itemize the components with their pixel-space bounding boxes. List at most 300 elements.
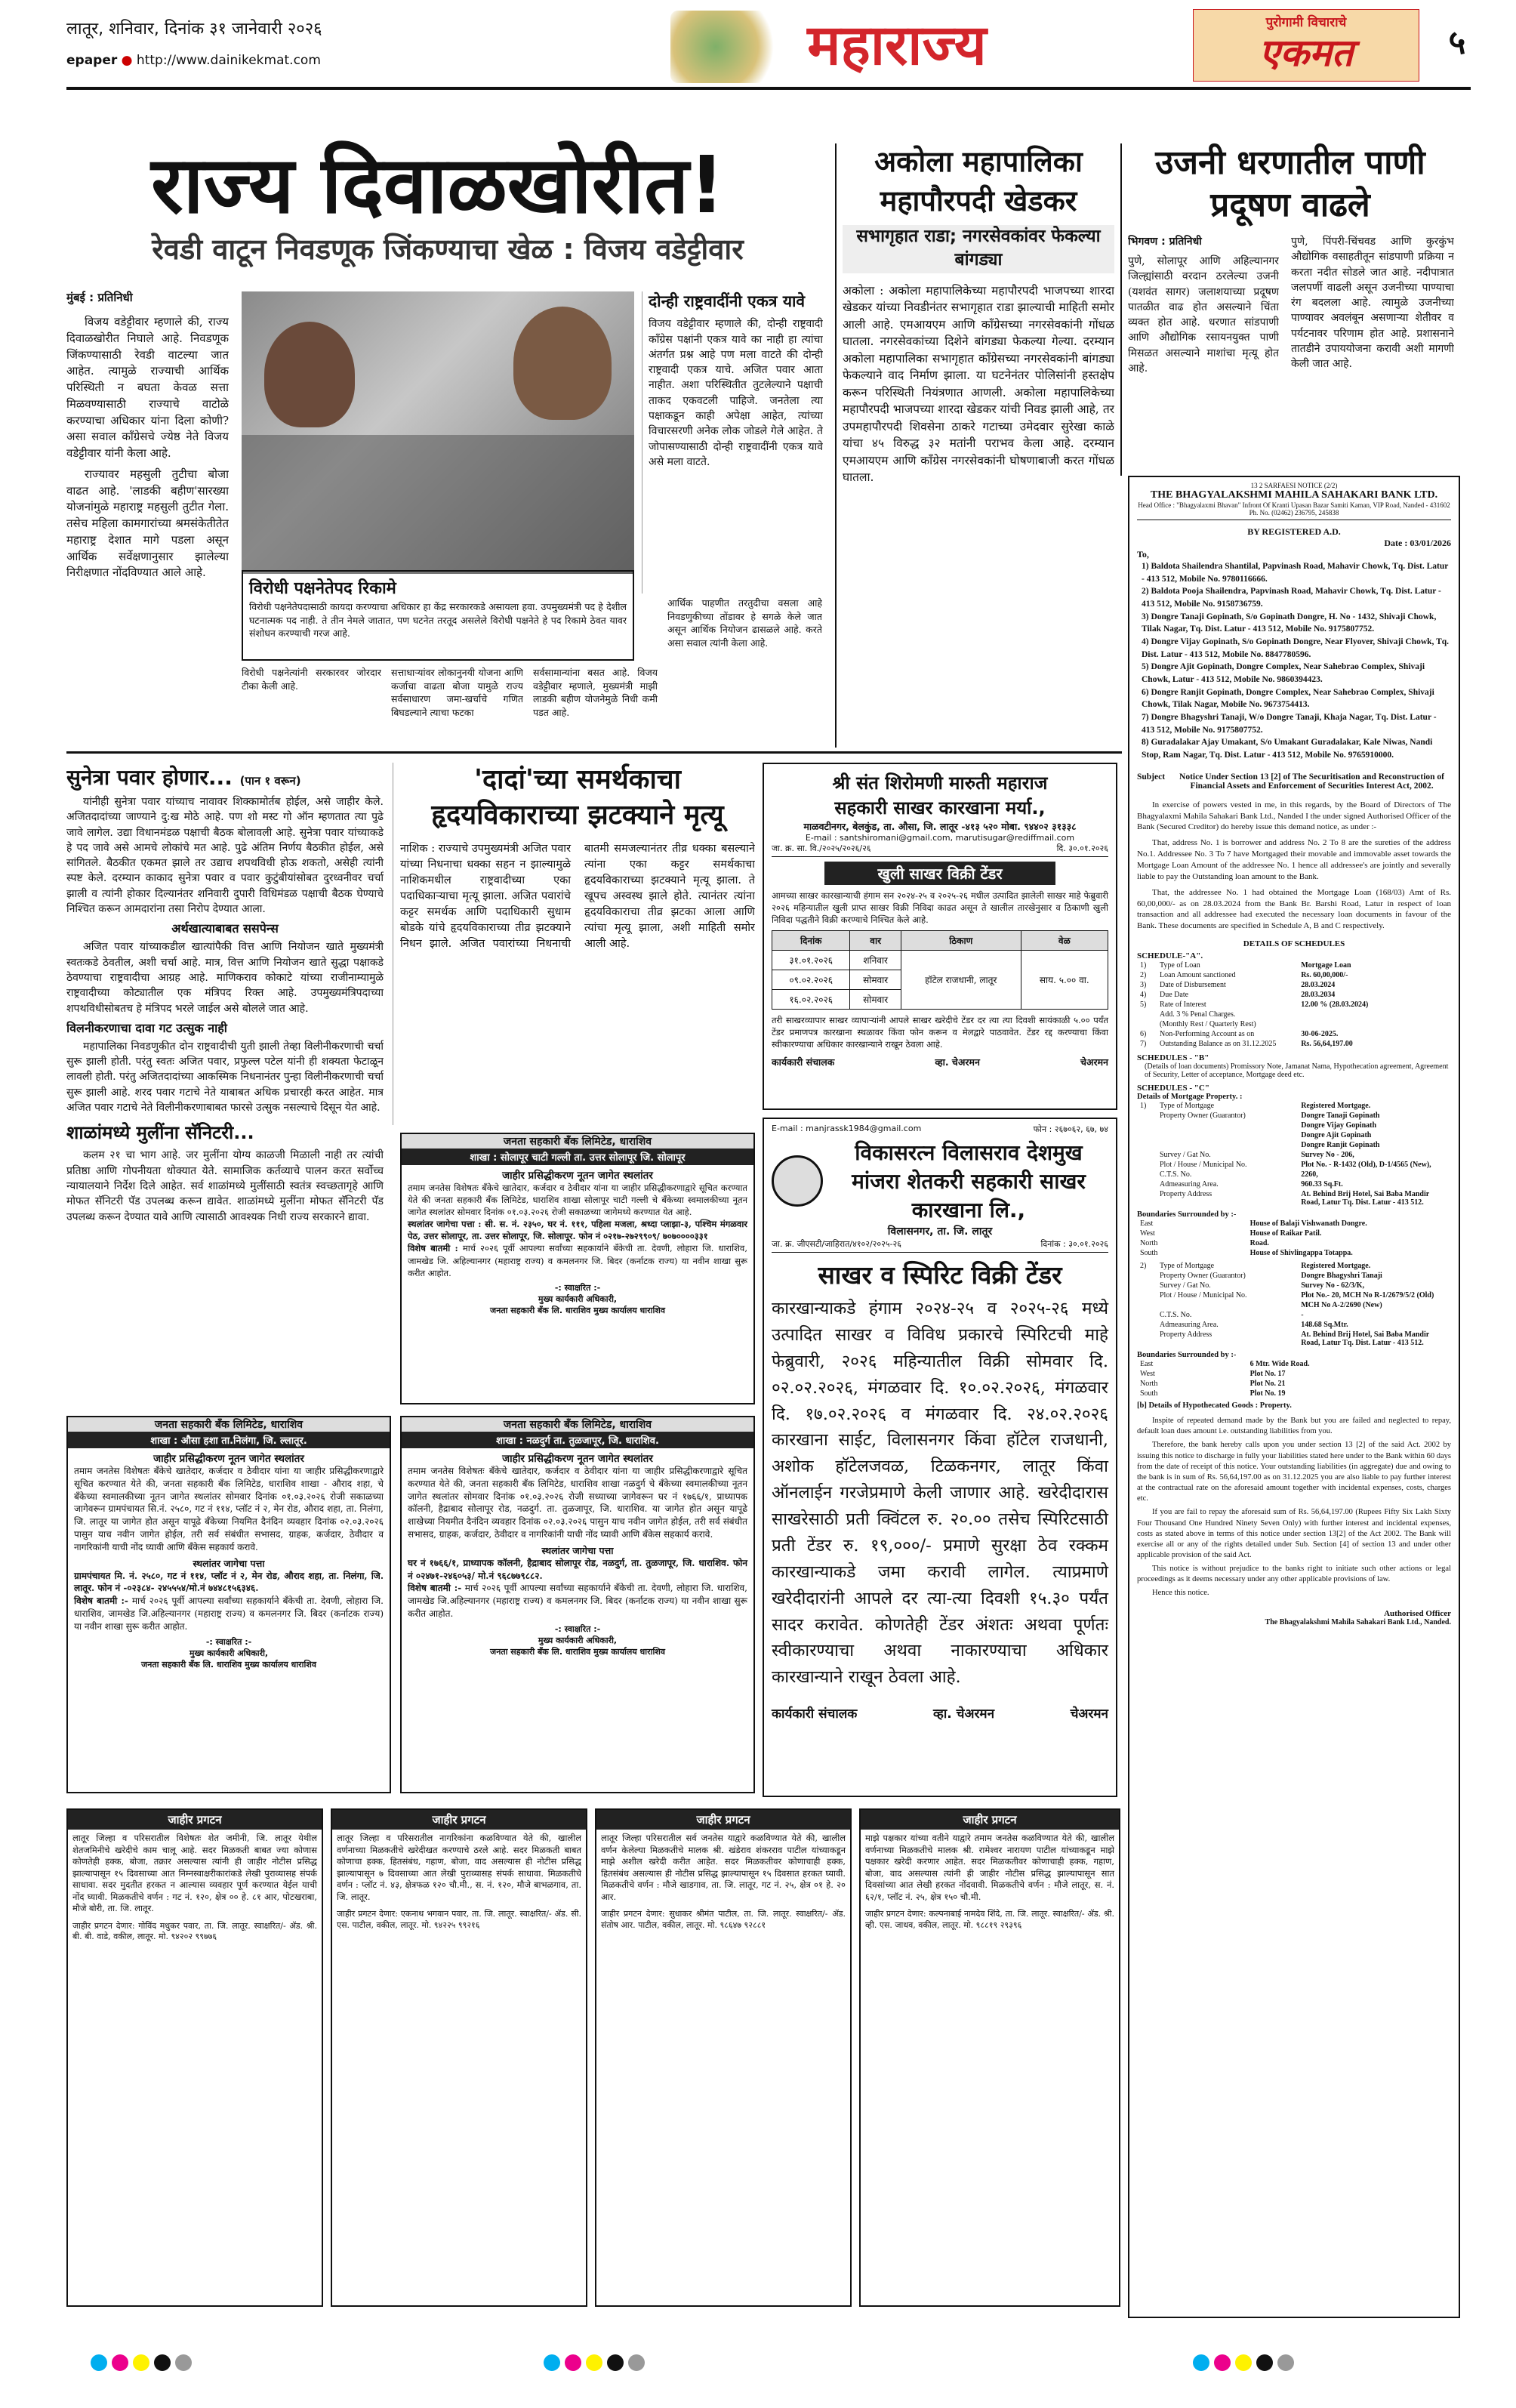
janata-naldurg-branch: शाखा : नळदुर्ग ता. तुळजापूर, जि. धाराशिव. — [402, 1432, 753, 1448]
notice-para5: Therefore, the bank hereby calls upon you under section 13 [2] of the said Act. 2002 by issuing this notice to discharge in fully your liabilities stated here under to the Bank within 60 days from the date of receipt of this notice. Your outstanding liabilities (in aggregate) due and owing to the bank is in sum of Rs. 56,64,197.00 as on 31.12.2025 you are also liable to pay further interest at the contractual rate on the aforesaid amount together with incidental expenses, costs, charges etc. — [1137, 1441, 1451, 1503]
registration-marks-mid — [544, 2354, 770, 2377]
sunetra-sub2: विलनीकरणाचा दावा गट उत्सुक नाही — [66, 1020, 227, 1035]
notice-hence: Hence this notice. — [1152, 1588, 1209, 1597]
property-1-row — [1137, 1111, 1451, 1121]
maruti-table-cell: ०९.०२.२०२६ — [772, 970, 850, 990]
lead-subhead: रेवडी वाटून निवडणूक जिंकण्याचा खेळ : विजय वडेट्टीवार — [152, 233, 744, 266]
hypothecated: [b] Details of Hypothecated Goods : Property. — [1137, 1401, 1292, 1411]
property-2-row-cell: Property Address — [1160, 1330, 1212, 1340]
vikas-signs — [772, 1704, 1108, 1722]
property-1-row-cell: Type of Mortgage — [1160, 1102, 1215, 1111]
brand-tagline: पुरोगामी विचाराचे — [1265, 15, 1347, 30]
maruti-date: दि. ३०.०१.२०२६ — [1056, 843, 1108, 853]
property-1-row-cell: Survey / Gat No. — [1160, 1151, 1211, 1160]
vikas-sign-right: चेअरमन — [1070, 1707, 1108, 1722]
vikas-sign-left: कार्यकारी संचालक — [772, 1707, 858, 1722]
property-1-row-cell — [1137, 1130, 1157, 1140]
addressee-item: 1) Baldota Shailendra Shantilal, Papvinash Road, Mahavir Chowk, Tq. Dist. Latur - 413 512, Mobile No. 9780116666. — [1142, 562, 1449, 584]
property-1-row-cell: Dongre Tanaji Gopinath — [1301, 1112, 1380, 1121]
property-1-row — [1137, 1130, 1451, 1140]
boundaries-2-table — [1137, 1359, 1451, 1398]
boundaries-title-2: Boundaries Surrounded by :- — [1137, 1351, 1237, 1360]
property-1-row — [1137, 1150, 1451, 1160]
schedules-title: DETAILS OF SCHEDULES — [1243, 939, 1345, 949]
sunetra-headline-ref: (पान १ वरून) — [239, 774, 301, 788]
vikas-sign-mid: व्हा. चेअरमन — [932, 1707, 995, 1722]
property-2-row-cell — [1137, 1271, 1157, 1281]
maruti-tender-title: खुली साखर विक्री टेंडर — [824, 862, 1055, 885]
sunetra-headline-row — [66, 763, 384, 791]
property-2-row-cell — [1137, 1330, 1157, 1348]
notice-sign1: Authorised Officer — [1384, 1608, 1451, 1618]
schedule-a-row-cell: 7) — [1140, 1040, 1147, 1049]
notice-topline: 13 2 SARFAESI NOTICE (2/2) — [1250, 482, 1338, 489]
property-2-row-cell: Survey / Gat No. — [1160, 1281, 1211, 1290]
vikas-title — [829, 1138, 1108, 1224]
schedule-b: (Details of loan documents) Promissory Note, Jamanat Nama, Hypothecation agreement, Agreement of Security, Letter of acceptance, Mortgage deed etc. — [1145, 1062, 1449, 1080]
property-2-row — [1137, 1290, 1451, 1300]
janata-solapur-newplace-row — [408, 1218, 747, 1242]
property-1-row-cell: Dongre Ajit Gopinath — [1301, 1131, 1372, 1140]
lead-bottom-col3: सर्वसामान्यांना बसत आहे. विजय वडेट्टीवार म्हणाले, मुख्यमंत्री माझी लाडकी बहीण योजनेमुळे निधी कमी पडत आहे. — [533, 667, 658, 718]
property-1-row-cell: At. Behind Brij Hotel, Sai Baba Mandir Road, Latur Tq. Dist. Latur - 413 512. — [1301, 1190, 1430, 1207]
janata-ausa-sign2: जनता सहकारी बँक लि. धाराशिव मुख्य कार्यालय धाराशिव — [141, 1659, 316, 1670]
boundary-2-row-cell: 6 Mtr. Wide Road. — [1249, 1360, 1310, 1369]
schedule-a-row — [1137, 1010, 1451, 1019]
notice-para1: In exercise of powers vested in me, in this regards, by the Board of Directors of The Bhagyalaxmi Mahila Sahakari Bank Ltd., Nanded I the under signed Authorised Officer of the Bank (Secured Creditor) do hereby issue this demand notice, as under :- — [1137, 800, 1451, 832]
sidebar-ncp — [642, 291, 823, 594]
property-1-row-cell — [1137, 1121, 1157, 1130]
page-number: ५ — [1448, 23, 1466, 62]
boundary-1-row — [1137, 1248, 1451, 1258]
property-1-row — [1137, 1170, 1451, 1179]
property-2-row — [1137, 1261, 1451, 1271]
property-2-row-cell: Type of Mortgage — [1160, 1262, 1215, 1271]
maruti-ref: जा. क्र. सा. वि./२०२५/२०२६/२६ — [772, 843, 871, 853]
maruti-schedule-table — [772, 930, 1108, 1010]
addressee-item: 8) Guradalakar Ajay Umakant, S/o Umakant Guradalakar, Kale Niwas, Nandi Stop, Ram Nagar, Tq. Dist. Latur - 413 512, Mobile No. 9765910000. — [1142, 738, 1433, 760]
property-2-row-cell: Plot No.- 20, MCH No R-1/2679/5/2 (Old) — [1301, 1291, 1434, 1300]
notice-subject-label: Subject — [1137, 772, 1166, 782]
dada-story — [400, 763, 755, 1125]
property-2-row-cell — [1137, 1300, 1157, 1310]
notice-subject: Notice Under Section 13 [2] of The Securitisation and Reconstruction of Financial Assets and Enforcement of Securities Interest Act, 2002. — [1179, 772, 1444, 791]
maruti-sign-left: कार्यकारी संचालक — [772, 1056, 835, 1068]
vikas-date: दिनांक : ३०.०१.२०२६ — [1040, 1239, 1108, 1249]
property-1-row-cell: Property Address — [1160, 1190, 1212, 1199]
dada-headline-1: 'दादां'च्या समर्थकाचा — [474, 764, 681, 795]
property-1-row-cell — [1137, 1160, 1157, 1170]
schedule-a-row-cell: Type of Loan — [1160, 961, 1200, 970]
schedule-a-row-cell: Mortgage Loan — [1301, 961, 1351, 970]
janata-ausa-sign0: -: स्वाक्षरित :- — [205, 1636, 252, 1647]
ujani-headline: उजनी धरणातील पाणी प्रदूषण वाढले — [1155, 143, 1425, 224]
property-1-row-cell — [1137, 1111, 1157, 1121]
registration-marks-right — [1193, 2354, 1419, 2377]
maruti-table-cell: १६.०२.२०२६ — [772, 990, 850, 1010]
maruti-table-cell: ३१.०१.२०२६ — [772, 951, 850, 970]
boundary-2-row — [1137, 1369, 1451, 1379]
section-title: महाराज्य — [807, 13, 987, 78]
boundary-1-row-cell: East — [1140, 1219, 1154, 1229]
schedule-a-row — [1137, 1029, 1451, 1039]
property-1-row-cell: Registered Mortgage. — [1301, 1102, 1371, 1111]
classified-3-text: लातूर जिल्हा परिसरातील सर्व जनतेस याद्वारे कळविण्यात येते की, खालील वर्णन केलेल्या मिळकतीचे मालक श्री. खंडेराव शंकरराव पाटील यांच्याकडून माझे अशील खरेदी करीत आहेत. सदर मिळकतीवर कोणाचाही हक्क, हितसंबंध असल्यास ही नोटीस प्रसिद्ध झाल्यापासून १५ दिवसात हरकत घ्यावी. मिळकतीचे वर्णन : मौजे खाडगाव, ता. जि. लातूर, गट नं. २५, क्षेत्र ०१ हे. २० आर. — [601, 1833, 846, 1902]
dada-headline-2: हृदयविकाराच्या झटक्याने मृत्यू — [431, 799, 724, 831]
property-1-row-cell: Property Owner (Guarantor) — [1160, 1112, 1246, 1121]
property-1-row-cell: Dongre Vijay Gopinath — [1301, 1121, 1377, 1130]
addressee-item: 6) Dongre Ranjit Gopinath, Dongre Complex, Near Sahebrao Complex, Shivaji Chowk, Tilak Nagar, Mobile No. 9673754413. — [1142, 687, 1434, 710]
schedule-a-row-cell: Rate of Interest — [1160, 1001, 1206, 1010]
property-2-row-cell: Dongre Bhagyshri Tanaji — [1301, 1272, 1382, 1281]
addressee-item: 5) Dongre Ajit Gopinath, Dongre Complex, Near Sahebrao Complex, Shivaji Chowk, Latur - 413 512, Mobile No. 9860394423. — [1142, 662, 1425, 685]
schedule-a-row-cell — [1298, 1019, 1451, 1029]
schedule-a-row — [1137, 980, 1451, 990]
notice-para3: That, the addressee No. 1 had obtained the Mortgage Loan (168/03) Amt of Rs. 60,00,000/- as on 28.03.2024 from the Bank Br. Barshi Road, Latur in respect of loan transaction and all addressee had executed the necessary loan documents in favour of the Bank. These documents are specified in Schedule A, B and C respectively. — [1137, 887, 1451, 931]
maruti-table-header-cell: ठिकाण — [901, 931, 1021, 951]
janata-ausa-text: तमाम जनतेस विशेषतः बँकेचे खातेदार, कर्जदार व ठेवीदार यांना या जाहीर प्रसिद्धीकरणाद्वारे सूचित करण्यात येते की, जनता सहकारी बँक लिमिटेड, धाराशिव शाखा - औराद शहा, चे बँकेच्या स्वमालकीच्या नूतन जागेत स्थलांतर सोमवार दिनांक ०१.०३.२०२६ रोजी सकाळच्या जागेवरून ग्रामपंचायत सि.नं. २५८०, गट नं ११४, प्लॉट नं २, मेन रोड, औराद शहा, ता. निलंगा, जि. लातूर या जागेत होत असून यापूढे बँकेच्या नियमित दैनंदिन व्यवहार दिनांक ०२.०३.२०२६ पासुन याच नवीन जागेत होईल, तरी सर्व संबंधीत सभासद, ग्राहक, कर्जदार, ठेवीदार व नागरिकांनी याची नोंद घ्यावी आणि बँकेस सहकार्य करावे. — [74, 1466, 384, 1552]
maruti-table-cell: सोमवार — [850, 990, 901, 1010]
maruti-table-cell: साय. ५.०० वा. — [1021, 951, 1108, 1010]
janata-ausa-special: मार्च २०२६ पूर्वी आपल्या सर्वांच्या सहकार्याने बँकेची ता. देवणी, लोहारा जि. धाराशिव, जामखेड जि.अहिल्यानगर (महाराष्ट्र राज्य) व कमलनगर जि. बिदर (कर्नाटक राज्य) या नवीन शाखा सुरू करीत आहोत. — [74, 1596, 384, 1632]
janata-solapur-sign1: मुख्य कार्यकारी अधिकारी, — [538, 1293, 618, 1304]
classified-1-text: लातूर जिल्हा व परिसरातील विशेषतः शेत जमीनी, जि. लातूर येथील शेतजमिनीचे खरेदीचे काम चालू आहे. सदर मिळकती बाबत ज्या कोणास कोणतेही हक्क, बोजा, तक्रार असल्यास त्यांनी ही जाहीर नोटीस प्रसिद्ध झाल्यापासून १५ दिवसाच्या आत निम्नस्वाक्षरीकारांकडे लेखी पुराव्यासह संपर्क साधावा. सदर मुदतीत हरकत न आल्यास व्यवहार पूर्ण करण्यात येईल याची नोंद घ्यावी. मिळकतीचे वर्णन : गट नं. १२०, क्षेत्र ०० हे. ८१ आर, पोटखराबा, मौजे बोरी, ता. जि. लातूर. — [72, 1833, 317, 1914]
janata-naldurg-sign2: जनता सहकारी बँक लि. धाराशिव मुख्य कार्यालय धाराशिव — [490, 1646, 665, 1657]
classified-2-head: जाहीर प्रगटन — [332, 1810, 586, 1830]
sunetra-headline: सुनेत्रा पवार होणार... — [66, 765, 233, 790]
maruti-title-1: श्री संत शिरोमणी मारुती महाराज — [832, 772, 1048, 794]
sunetra-story — [66, 763, 384, 1404]
property-2-row-cell: - — [1301, 1311, 1304, 1320]
vikas-text: कारखान्याकडे हंगाम २०२४-२५ व २०२५-२६ मध्ये उत्पादित साखर व विविध प्रकारचे स्पिरिटची माहे फेब्रुवारी, २०२६ महिन्यातील विक्री सोमवार दि. ०२.०२.२०२६, मंगळवार दि. १०.०२.२०२६, मंगळवार दि. १७.०२.२०२६ व मंगळवार दि. २४.०२.२०२६ कारखाना साईट, विलासनगर किंवा हॉटेल राजधानी, अशोक हॉटेलजवळ, टिळकनगर, लातूर किंवा ऑनलाईन गरजेप्रमाणे केली जाणार आहे. खरेदीदारास साखरेसाठी प्रती क्विंटल रु. २०.०० तसेच स्पिरिटसाठी प्रती टेंडर रु. १९,०००/- प्रमाणे सुरक्षा ठेव रक्कम कारखान्याकडे जमा करावी लागेल. त्याप्रमाणे खरेदीदारांनी आपले दर त्या-त्या दिवशी १५.३० पर्यंत सादर करावेत. कोणतेही टेंडर अंशतः अथवा पूर्णतः स्वीकारण्याचा अथवा नाकारण्याचा अधिकार कारखान्याने राखून ठेवला आहे. — [772, 1299, 1108, 1688]
schedule-a-row-cell: Rs. 56,64,197.00 — [1301, 1040, 1353, 1049]
photo-caption-text: विरोधी पक्षनेतेपदासाठी कायदा करण्याचा अधिकार हा केंद्र सरकारकडे असायला हवा. उपमुख्यमंत्री पद हे देशील घटनात्मक पद नाही. ते तीन नेमले जातात, पण घटनेत तरतूद असलेले विरोधी पक्षनेते हे पद रिकामे ठेवत यावर संशोधन करण्याची गरज आहे. — [249, 601, 627, 639]
maruti-table-header-cell: दिनांक — [772, 931, 850, 951]
janata-solapur-ad — [400, 1133, 755, 1404]
boundary-1-row-cell: North — [1140, 1239, 1158, 1248]
boundary-1-row — [1137, 1219, 1451, 1229]
lead-bottom-col1: विरोधी पक्षनेत्यांनी सरकारवर जोरदार टीका केली आहे. — [242, 667, 381, 692]
schedule-a-row — [1137, 1039, 1451, 1049]
schedule-a-row-cell — [1137, 1019, 1157, 1029]
sidebar-ncp-title: दोन्ही राष्ट्रवादींनी एकत्र यावे — [649, 292, 806, 310]
property-1-row — [1137, 1179, 1451, 1189]
maruti-sign-right: चेअरमन — [1080, 1056, 1108, 1068]
akola-subhead: सभागृहात राडा; नगरसेवकांवर फेकल्या बांगड्या — [843, 225, 1114, 273]
classified-1-sign: जाहीर प्रगटन देणार: गोविंद मधुकर पवार, ता. जि. लातूर. स्वाक्षरित/- ॲड. श्री. बी. बी. वाडे, वकील, लातूर. मो. ९४२०२ ९९७७६ — [72, 1920, 317, 1942]
notice-para4: Inspite of repeated demand made by the Bank but you are failed and neglected to repay, default loan dues amount i.e. outstanding liabilities from you. — [1137, 1417, 1451, 1436]
registration-marks-left — [91, 2354, 317, 2377]
maruti-title-2: सहकारी साखर कारखाना मर्या., — [834, 797, 1046, 819]
lead-photo — [242, 291, 634, 574]
property-2-row-cell — [1157, 1300, 1298, 1310]
notice-date: Date : 03/01/2026 — [1384, 538, 1451, 548]
property-2-row — [1137, 1271, 1451, 1281]
notice-mode: BY REGISTERED A.D. — [1247, 526, 1341, 537]
schedule-a-row — [1137, 1000, 1451, 1010]
schedule-a-title: SCHEDULE-"A". — [1137, 951, 1203, 961]
property-2-row-cell: Plot / House / Municipal No. — [1160, 1291, 1247, 1300]
property-1-row-cell — [1137, 1140, 1157, 1150]
maruti-table-cell: शनिवार — [850, 951, 901, 970]
janata-naldurg-sign0: -: स्वाक्षरित :- — [554, 1623, 601, 1634]
globe-icon: ● — [121, 53, 133, 68]
addressee-list — [1137, 560, 1451, 762]
vikas-title-3: कारखाना लि., — [911, 1198, 1026, 1222]
janata-naldurg-special-label: विशेष बातमी :- — [408, 1583, 462, 1594]
boundary-1-row — [1137, 1229, 1451, 1238]
addressee-item: 4) Dongre Vijay Gopinath, S/o Gopinath Dongre, Near Flyover, Shivaji Chowk, Tq. Dist. Latur - 413 512, Mobile No. 8847780596. — [1142, 637, 1450, 659]
vikas-contact-row — [772, 1124, 1108, 1135]
classified-1 — [66, 1808, 323, 2307]
boundary-1-row-cell: West — [1140, 1229, 1155, 1238]
schedule-b-title: SCHEDULES - "B" — [1137, 1053, 1209, 1063]
ujani-col1: पुणे, सोलापूर आणि अहिल्यानगर जिल्ह्यांसाठी वरदान ठरलेल्या उजनी (यशवंत सागर) जलाशयाच्या प्रदूषण पातळीत वाढ होत असल्याने चिंता व्यक्त होत आहे. धरणात सांडपाणी आणि औद्योगिक रसायनयुक्त पाणी मिसळत असल्याने माशांचा मृत्यू होत आहे. — [1128, 255, 1279, 375]
lead-dateline: मुंबई : प्रतिनिधी — [66, 291, 133, 304]
janata-naldurg-title: जाहीर प्रसिद्धीकरण नूतन जागेत स्थलांतर — [502, 1453, 653, 1465]
sidebar-ncp-text: विजय वडेट्टीवार म्हणाले की, दोन्ही राष्ट्रवादी काँग्रेस पक्षांनी एकत्र यावे का नाही हा त्यांचा अंतर्गत प्रश्न आहे पण मला वाटते की दोन्ही राष्ट्रवादी एकत्र याचे. अजित पवार आता नाहीत. अशा परिस्थितीत तुटलेल्याने पक्षाची ताकद एकवटली पाहिजे. जनतेला त्या पक्षाकडून काही अपेक्षा आहेत, त्यांच्या विचारसरणी अनेक लोक जोडले गेले आहेत. ते जोपासण्यासाठी दोन्ही राष्ट्रवादींनी एकत्र यावे असे मला वाटते. — [649, 318, 823, 468]
notice-sign2: The Bhagyalakshmi Mahila Sahakari Bank Ltd., Nanded. — [1265, 1617, 1451, 1626]
boundary-1-row-cell: South — [1140, 1249, 1158, 1258]
schedule-a-row — [1137, 1019, 1451, 1029]
notice-office: Head Office : "Bhagyalaxmi Bhavan" Infront Of Kranti Upasan Bazar Samiti Kaman, VIP Road, Nanded - 431602 Ph. No. (02462) 236795, 245838 — [1137, 501, 1451, 520]
classified-2-text: लातूर जिल्हा व परिसरातील नागरिकांना कळविण्यात येते की, खालील वर्णनाच्या मिळकतीचे खरेदीखत करण्याचे ठरले आहे. सदर मिळकती बाबत कोणाचा हक्क, हितसंबंध, गहाण, बोजा, वाद असल्यास ही नोटीस प्रसिद्ध झाल्यापासून ७ दिवसाच्या आत लेखी पुराव्यासह संपर्क साधावा. मिळकतीचे वर्णन : प्लॉट नं. ४३, क्षेत्रफळ १२० चौ.मी., स. नं. १२०, मौजे बाभळगाव, ता. जि. लातूर. — [337, 1833, 581, 1902]
janata-solapur-title: जाहीर प्रसिद्धीकरण नूतन जागेत स्थलांतर — [502, 1170, 653, 1182]
notice-bank: THE BHAGYALAKSHMI MAHILA SAHAKARI BANK LTD. — [1150, 489, 1438, 501]
janata-ausa-newplace: ग्रामपंचायत मि. नं. २५८०, गट नं ११४, प्लॉट नं २, मेन रोड, औराद शहा, ता. निलंगा, जि. लातूर. फोन नं -०२३८४- २४५५५४/मो.नं ७४४८१५६३४६. — [74, 1570, 384, 1594]
maruti-table-cell: हॉटेल राजधानी, लातूर — [901, 951, 1021, 1010]
boundary-1-row-cell: Road. — [1249, 1239, 1269, 1248]
property-1-row-cell — [1157, 1140, 1298, 1150]
property-1-row-cell: Plot / House / Municipal No. — [1160, 1161, 1247, 1170]
epaper-label: epaper — [66, 53, 118, 68]
classified-4-text: माझे पक्षकार यांच्या वतीने याद्वारे तमाम जनतेस कळविण्यात येते की, खालील वर्णनाच्या मिळकतीचे मालक श्री. रामेश्वर नारायण पाटील यांच्याकडून माझे पक्षकार खरेदी करणार आहेत. सदर मिळकतीवर कोणाचाही हक्क, गहाण, बोजा, वाद असल्यास त्यांनी ही जाहीर नोटीस प्रसिद्ध झाल्यापासून सात दिवसांच्या आत लेखी हरकत नोंदवावी. मिळकतीचे वर्णन : मौजे लातूर, स. नं. ६२/१, प्लॉट नं. २५, क्षेत्र १५० चौ.मी. — [865, 1833, 1114, 1902]
schedule-a-row — [1137, 990, 1451, 1000]
schedule-a-row-cell: 5) — [1140, 1001, 1147, 1010]
classified-2 — [331, 1808, 587, 2307]
property-1-row-cell: Survey No - 206, — [1301, 1151, 1354, 1160]
boundary-2-row-cell: East — [1140, 1360, 1154, 1369]
photo-caption-box — [242, 570, 634, 661]
classified-4-sign: जाहीर प्रगटन देणार: कल्पनाबाई नामदेव शिंदे, ता. जि. लातूर. स्वाक्षरित/- ॲड. श्री. व्ही. एस. जाधव, वकील, लातूर. मो. ९८८१९ २९३९६ — [865, 1909, 1114, 1930]
property-2-row — [1137, 1310, 1451, 1320]
property-2-row-cell: Admeasuring Area. — [1160, 1321, 1219, 1330]
property-2-row-cell: C.T.S. No. — [1160, 1311, 1192, 1320]
addressee-item: 3) Dongre Tanaji Gopinath, S/o Gopinath Dongre, H. No - 1432, Shivaji Chowk, Tilak Nagar, Tq. Dist. Latur - 413 512, Mobile No. 9175807752. — [1142, 612, 1437, 634]
ujani-dateline: भिगवण : प्रतिनिधी — [1128, 236, 1202, 248]
property-2-row-cell: 148.68 Sq.Mtr. — [1301, 1321, 1348, 1330]
schedule-a-row-cell — [1137, 1010, 1157, 1019]
schedule-a-row-cell: 30-06-2025. — [1301, 1030, 1339, 1039]
schedule-a-row-cell: Outstanding Balance as on 31.12.2025 — [1160, 1040, 1277, 1049]
schedule-a-row-cell: 3) — [1140, 981, 1147, 990]
janata-ausa-bank: जनता सहकारी बँक लिमिटेड, धाराशिव — [68, 1417, 390, 1432]
maruti-ref-row — [772, 843, 1108, 857]
epaper-link[interactable] — [66, 53, 459, 76]
akola-text: अकोला : अकोला महापालिकेच्या महापौरपदी भाजपच्या शारदा खेडकर यांच्या निवडीनंतर सभागृहात राडा झाल्याची माहिती समोर आली आहे. एमआयएम आणि काँग्रेसच्या नगरसेवकांनी गोंधळ घातला. नगरसेवकांच्या दिशेने बांगड्या फेकल्या गेल्या. दरम्यान अकोला महापालिका सभागृहात काँग्रेसच्या नगरसेवकांनी बांगड्या फेकल्याने वाद निर्माण झाला. या घटनेनंतर पोलिसांनी हस्तक्षेप करून परिस्थिती नियंत्रणात आणली. अकोला महापालिकेच्या महापौरपदी भाजपच्या शारदा खेडकर यांची निवड झाली आहे, तर उपमहापौरपदी शिवसेना ठाकरे गटाच्या उमेदवार सुरेखा काळे यांचा ४५ विरुद्ध ३२ मतांनी पराभव केला आहे. दरम्यान एमआयएम आणि काँग्रेस नगरसेवकांनी घोषणाबाजी करत गोंधळ घातला. — [843, 284, 1114, 485]
property-1-row-cell: Dongre Ranjit Gopinath — [1301, 1141, 1380, 1150]
boundary-2-row-cell: North — [1140, 1380, 1158, 1389]
vikas-address: विलासनगर, ता. जि. लातूर — [887, 1226, 993, 1238]
boundary-2-row-cell: Plot No. 21 — [1249, 1380, 1286, 1389]
vikas-title-row — [772, 1138, 1108, 1224]
schedule-a-row — [1137, 970, 1451, 980]
janata-ausa-newplace-label: स्थलांतर जागेचा पत्ता — [193, 1557, 265, 1569]
boundary-2-row-cell: West — [1140, 1370, 1155, 1379]
property-2-row — [1137, 1281, 1451, 1290]
property-2-row-cell: Registered Mortgage. — [1301, 1262, 1371, 1271]
vikas-heading: साखर व स्पिरिट विक्री टेंडर — [818, 1260, 1062, 1290]
schedule-a-row-cell: 12.00 % (28.03.2024) — [1301, 1001, 1369, 1010]
property-2-row-cell: Survey No - 62/3/K, — [1301, 1281, 1365, 1290]
boundaries-1-table — [1137, 1219, 1451, 1258]
property-1-row-cell: 960.33 Sq.Ft. — [1301, 1180, 1343, 1189]
maruti-table-row — [772, 951, 1108, 970]
maruti-email: E-mail : santshiromani@gmail.com, marutisugar@rediffmail.com — [805, 833, 1075, 843]
vikas-ref-row — [772, 1238, 1108, 1253]
boundary-2-row-cell: South — [1140, 1389, 1158, 1398]
classified-3-sign: जाहीर प्रगटन देणार: सुधाकर श्रीमंत पाटील, ता. जि. लातूर. स्वाक्षरित/- ॲड. संतोष आर. पाटील, वकील, लातूर. मो. ९८६४७ ९२८८१ — [601, 1909, 846, 1930]
vikas-email: E-mail : manjrassk1984@gmail.com — [772, 1124, 922, 1133]
sunetra-text2: अजित पवार यांच्याकडील खात्यांपैकी वित्त आणि नियोजन खाते मुख्यमंत्री स्वतःकडे ठेवतील, अशी चर्चा आहे. मात्र, वित्त आणि नियोजन खाते सुद्धा पक्षाकडे ठेवण्याचा राष्ट्रवादीचा आग्रह आहे. माणिकराव कोकाटे यांच्या राजीनाम्यामुळे राष्ट्रवादीच्या कोट्यातील एक मंत्रिपद रिक्त आहे. उपमुख्यमंत्रिपदाच्या शपथविधीसोबतच हे मंत्रिपद भरले जाईल असे बोलले जात आहे. — [66, 941, 384, 1015]
janata-ausa-ad — [66, 1416, 391, 1793]
schedule-a-row-cell: 4) — [1140, 991, 1147, 1000]
janata-naldurg-newplace: घर नं १७६६/१, प्राध्यापक कॉलनी, हैद्राबाद सोलापूर रोड, नळदुर्ग, ता. तुळजापूर, जि. धाराशिव. फोन नं ०२४७१-२४६०५३/ मो.नं ९६८७७९८८२. — [408, 1557, 747, 1581]
schedule-a-row-cell: 1) — [1140, 961, 1147, 970]
janata-naldurg-text: तमाम जनतेस विशेषतः बँकेचे खातेदार, कर्जदार व ठेवीदार यांना या जाहीर प्रसिद्धीकरणाद्वारे सूचित करण्यात येते की, जनता सहकारी बँक लिमिटेड, धाराशिव शाखा नळदुर्ग चे बँकेच्या स्वमालकीच्या नूतन जागेत स्थलांतर सोमवार दिनांक ०१.०३.२०२६ रोजी सध्याच्या जागेवरून घर नं १७६६/१, प्राध्यापक कॉलनी, हैद्राबाद सोलापूर रोड, नळदुर्ग. ता. तुळजापूर, जि. धाराशिव. या जागेत होत असून यापूढे शाखेच्या नियमीत दैनंदिन व्यवहार दिनांक ०२.०३.२०२६ पासुन याच नवीन जागेत होईल, तरी सर्व संबंधीत सभासद, ग्राहक, कर्जदार, ठेवीदार व नागरिकांनी याची नोंद घ्यावी आणि बँकेस सहकार्य करावे. — [408, 1466, 747, 1540]
classified-4 — [859, 1808, 1120, 2307]
property-2-row-cell: Property Owner (Guarantor) — [1160, 1272, 1246, 1281]
classified-3-head: जाहीर प्रगटन — [596, 1810, 850, 1830]
property-1-row-cell — [1137, 1170, 1157, 1179]
boundary-2-row-cell: Plot No. 19 — [1249, 1389, 1286, 1398]
property-2-row-cell — [1137, 1281, 1157, 1290]
lead-col1 — [66, 314, 229, 737]
schedule-c-head: Details of Mortgage Property. : — [1137, 1093, 1243, 1102]
property-1-row-cell — [1157, 1121, 1298, 1130]
schedule-a-row-cell: (Monthly Rest / Quarterly Rest) — [1160, 1020, 1256, 1029]
property-1-row-cell — [1137, 1150, 1157, 1160]
boundary-1-row-cell: House of Balaji Vishwanath Dongre. — [1249, 1219, 1367, 1229]
schedule-a-row-cell: 28.03.2034 — [1301, 991, 1336, 1000]
lead-bottom-col4: आर्थिक पाहणीत तरतुदीचा वसला आहे निवडणुकीच्या तोंडावर हे सगळे केले जात असून आर्थिक नियोजन ढासळले आहे. करते असा सवाल त्यांनी केला आहे. — [667, 597, 822, 649]
boundaries-title-1: Boundaries Surrounded by :- — [1137, 1210, 1237, 1219]
janata-solapur-newplace-label: स्थलांतर जागेचा पत्ता : — [408, 1219, 482, 1230]
notice-to: To, — [1137, 549, 1149, 560]
ujani-col2: पुणे, पिंपरी-चिंचवड आणि कुरकुंभ औद्योगिक वसाहतीतून सांडपाणी प्रक्रिया न करता नदीत सोडले जात आहे. नदीपात्रात जलपर्णी वाढली असून उजनीच्या पाण्याचा रंग बदलला आहे. त्यामुळे उजनीच्या पाण्यावर अवलंबून असणाऱ्या शेतीवर व पर्यटनावर परिणाम होत आहे. प्रशासनाने तातडीने उपाययोजना करावी अशी मागणी केली जात आहे. — [1291, 236, 1454, 371]
property-2-row — [1137, 1300, 1451, 1310]
maruti-table-header-cell: वेळ — [1021, 931, 1108, 951]
boundary-2-row — [1137, 1389, 1451, 1398]
boundary-1-row-cell: House of Shivlingappa Totappa. — [1249, 1249, 1353, 1258]
addressee-item: 7) Dongre Bhagyshri Tanaji, W/o Dongre Tanaji, Khaja Nagar, Tq. Dist. Latur - 413 512, Mobile No. 9175807752. — [1142, 713, 1437, 735]
janata-ausa-branch: शाखा : औसा हशा ता.निलंगा, जि. ल्लातूर. — [68, 1432, 390, 1448]
property-1-row — [1137, 1160, 1451, 1170]
janata-naldurg-newplace-label: स्थलांतर जागेचा पत्ता — [541, 1544, 614, 1556]
property-1-row-cell — [1157, 1130, 1298, 1140]
property-2-row — [1137, 1320, 1451, 1330]
notice-subject-row — [1137, 772, 1451, 791]
janata-naldurg-ad — [400, 1416, 755, 1793]
maruti-table-header — [772, 931, 1108, 951]
sunetra-text3: महापालिका निवडणुकीत दोन राष्ट्रवादीची युती झाली तेव्हा विलीनीकरणाची चर्चा सुरू झाली होती. परंतु स्वतः अजित पवार, प्रफुल्ल पटेल यांनी ही शक्यता फेटाळून लावली होती. परंतु अजितदादांच्या आकस्मिक निधनानंतर पुन्हा विलीनीकरणाची चर्चा सुरू झाली आहे. शरद पवार गटाचे नेते याबाबत अधिक प्रचारही करत आहेत. मात्र अजित पवार गटाचे नेते विलीनीकरणाबाबत फारसे उत्सुक नसल्याचे दिसून येत आहे. — [66, 1040, 384, 1115]
lead-bottom-col2: सत्ताधाऱ्यांवर लोकानुनयी योजना आणि कर्जाचा वाढता बोजा यामुळे राज्य सर्वसाधारण जमा-खर्चाचे गणित बिघडल्याने त्याचा फटका — [391, 667, 523, 718]
boundary-2-row — [1137, 1379, 1451, 1389]
schedule-a-row-cell: 2) — [1140, 971, 1147, 980]
property-1-row-cell: C.T.S. No. — [1160, 1170, 1192, 1179]
schedule-a-row-cell: Add. 3 % Penal Charges. — [1160, 1010, 1236, 1019]
property-2-row-cell — [1137, 1320, 1157, 1330]
notice-para7: This notice is without prejudice to the banks right to initiate such other actions or legal proceedings as it deems necessary under any other applicable provisions of law. — [1137, 1565, 1451, 1584]
property-2-row-cell — [1137, 1310, 1157, 1320]
map-emblem — [670, 11, 784, 83]
janata-naldurg-bank: जनता सहकारी बँक लिमिटेड, धाराशिव — [402, 1417, 753, 1432]
lead-col1-p2: राज्यावर महसुली तुटीचा बोजा वाढत आहे. 'लाडकी बहीण'सारख्या योजनांमुळे महाराष्ट्र महसुली तुटीत गेला. तसेच महिला कामगारांच्या श्रमसंकेतीतेत महाराष्ट्र देशात मागे पडला असून आर्थिक सर्वेक्षणानुसार झालेल्या निरीक्षणात नोंदविण्यात आले आहे. — [66, 467, 229, 580]
maruti-tender — [763, 763, 1117, 1110]
vikasratna-tender — [763, 1118, 1117, 1797]
vikas-phone: फोन : २६७०६२, ६७, ७४ — [1033, 1124, 1108, 1134]
brand-name: एकमत — [1259, 31, 1354, 75]
schedule-a-table — [1137, 960, 1451, 1049]
maruti-table-header-cell: वार — [850, 931, 901, 951]
akola-headline: अकोला महापालिका महापौरपदी खेडकर — [874, 145, 1083, 217]
sunetra-sub1: अर्थखात्याबाबत ससपेन्स — [171, 921, 279, 936]
sunetra-text4: कलम २१ चा भाग आहे. जर मुलींना योग्य काळजी मिळाली नाही तर त्यांची प्रतिष्ठा आणि गोपनीयता धोक्यात येते. सामाजिक कर्तव्याचे पालन करत सर्वोच्च न्यायालयाने निर्देश दिले आहेत. सर्व शाळांमध्ये मुलींसाठी स्वतंत्र स्वच्छतागृहे आणि मोफत सॅनिटरी पॅड उपलब्ध करून द्यावेत. शाळांमध्ये मुलींना मोफत सॅनिटरी पॅड उपलब्ध करून देण्यात यावे आणि त्यासाठी आवश्यक निधी राज्य सरकारने द्यावा. — [66, 1149, 384, 1223]
schedule-a-row-cell: Date of Disbursement — [1160, 981, 1226, 990]
janata-ausa-special-label: विशेष बातमी :- — [74, 1596, 128, 1607]
dateline: लातूर, शनिवार, दिनांक ३१ जानेवारी २०२६ — [66, 20, 322, 39]
notice-para6: If you are fail to repay the aforesaid sum of Rs. 56,64,197.00 (Rupees Fifty Six Lakh Sixty Four Thousand One Hundred Ninety Seven Only) with further interest and incidental expenses, costs as stated above in terms of this notice under section 13[2] of the Act 2002. The Bank will exercise all or any of the rights detailed under Sub. Section [4] of section 13 and under other applicable provision of the said Act. — [1137, 1508, 1451, 1560]
schedule-a-row-cell: Due Date — [1160, 991, 1189, 1000]
property-1-row — [1137, 1189, 1451, 1207]
property-2-row — [1137, 1330, 1451, 1348]
janata-solapur-newplace: सी. स. नं. २३५०, घर नं. १११, पहिला मजला, श्रध्दा प्लाझा-३, पश्चिम मंगळवार पेठ, उत्तर सोलापूर, ता. उत्तर सोलापूर, जि. सोलापूर. फोन नं ०२१७-२७२९९०९/ ७०७००००३३१ — [408, 1219, 747, 1242]
janata-solapur-special-label: विशेष बातमी : — [408, 1243, 458, 1254]
janata-solapur-special-row — [408, 1242, 747, 1278]
lead-col1-p1: विजय वडेट्टीवार म्हणाले की, राज्य दिवाळखोरीत निघाले आहे. निवडणूक जिंकण्यासाठी रेवडी वाटल्या जात आहेत. त्यामुळे राज्याची आर्थिक परिस्थिती न बघता केवळ सत्ता मिळवण्यासाठी राज्याचे वाटोळे करण्याचा अधिकार यांना दिला कोणी? असा सवाल काँग्रेसचे ज्येष्ठ नेते विजय वडेट्टीवार यांनी केला आहे. — [66, 315, 229, 460]
janata-ausa-sign1: मुख्य कार्यकारी अधिकारी, — [189, 1648, 269, 1658]
property-1-row-cell: Admeasuring Area. — [1160, 1180, 1219, 1189]
schedule-a-row-cell: Non-Performing Account as on — [1160, 1030, 1255, 1039]
property-2-row-cell: MCH No A-2/2690 (New) — [1301, 1301, 1382, 1310]
boundary-1-row-cell: House of Raikar Patil. — [1249, 1229, 1322, 1238]
janata-solapur-sign0: -: स्वाक्षरित :- — [554, 1282, 601, 1293]
property-2-row-cell — [1137, 1290, 1157, 1300]
boundary-1-row — [1137, 1238, 1451, 1248]
vikas-title-2: मांजरा शेतकरी सहकारी साखर — [852, 1169, 1086, 1194]
property-1-row-cell — [1137, 1179, 1157, 1189]
sunetra-sub3: शाळांमध्ये मुलींना सॅनिटरी... — [66, 1122, 254, 1144]
property-1-table — [1137, 1101, 1451, 1207]
janata-solapur-branch: शाखा : सोलापूर चाटी गल्ली ता. उत्तर सोलापूर जि. सोलापूर — [402, 1149, 753, 1165]
property-2-table — [1137, 1261, 1451, 1348]
property-1-row — [1137, 1101, 1451, 1111]
property-1-row — [1137, 1121, 1451, 1130]
notice-para2: That, address No. 1 is borrower and address No. 2 To 8 are the sureties of the address No.1. Addressee No. 3 To 7 have Mortgaged their movable and immovable asset towards the Mortgage Loan Amount of the addressee No. 1 hence all addressee's are jointly and severally liable to pay the Outstanding loan amount to the Bank. — [1137, 838, 1451, 881]
janata-naldurg-special: मार्च २०२६ पूर्वी आपल्या सर्वांच्या सहकार्याने बँकेची ता. देवणी, लोहारा जि. धाराशिव, जामखेड जि.अहिल्यानगर (महाराष्ट्र राज्य) व कमलनगर जि. बिदर (कर्नाटक राज्य) या नवीन शाखा सुरू करीत आहोत. — [408, 1583, 747, 1619]
photo-caption-title: विरोधी पक्षनेतेपद रिकामे — [249, 579, 396, 598]
janata-solapur-bank: जनता सहकारी बँक लिमिटेड, धाराशिव — [402, 1134, 753, 1149]
property-1-row-cell: 2260, — [1301, 1170, 1318, 1179]
property-1-row — [1137, 1140, 1451, 1150]
sarfaesi-notice — [1128, 476, 1460, 2318]
boundary-2-row-cell: Plot No. 17 — [1249, 1370, 1286, 1379]
schedule-a-row-cell: Rs. 60,00,000/- — [1301, 971, 1348, 980]
janata-ausa-title: जाहीर प्रसिद्धीकरण नूतन जागेत स्थलांतर — [153, 1453, 304, 1465]
boundary-2-row — [1137, 1359, 1451, 1369]
maruti-footer: तरी साखरव्यापार साखर व्यापाऱ्यांनी आपले साखर खरेदीचे टेंडर दर त्या त्या दिवशी सायंकाळी ५.०० पर्यंत टेंडर प्रमाणपत्र कारखाना स्थळावर किंवा फोन करून व मेलद्वारे पाठवावेत. टेंडर रद्द करण्याचा किंवा स्वीकारण्याचा अधिकार कारखान्याने राखून ठेवला आहे. — [772, 1015, 1108, 1050]
property-2-row-cell: At. Behind Brij Hotel, Sai Baba Mandir Road, Latur Tq. Dist. Latur - 413 512. — [1301, 1330, 1430, 1348]
